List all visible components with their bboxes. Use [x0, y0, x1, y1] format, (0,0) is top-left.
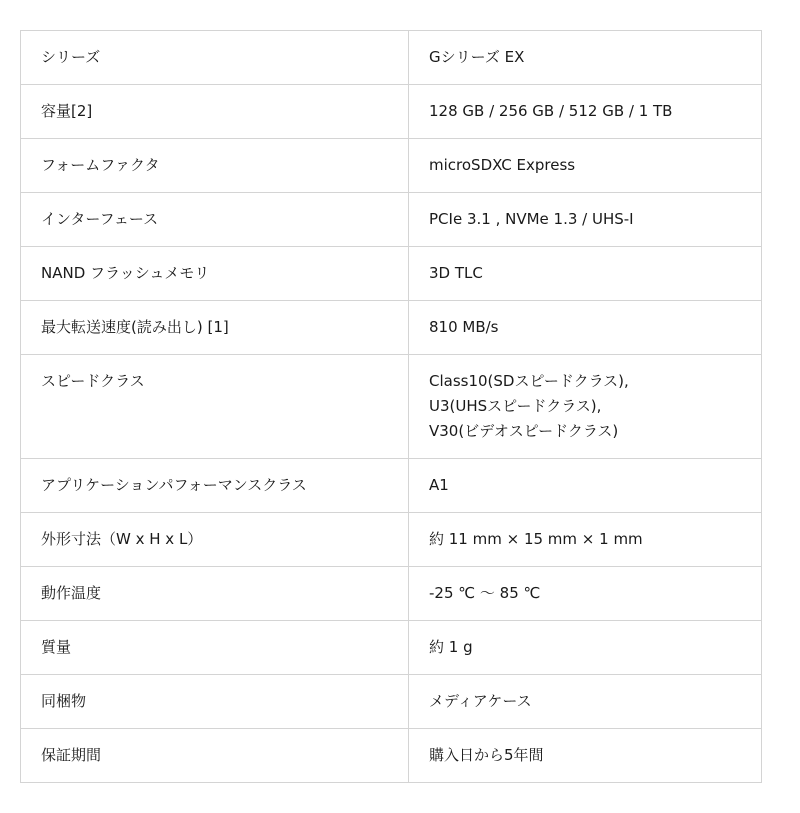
spec-value-line: 約 1 g — [429, 638, 473, 656]
spec-value — [409, 675, 762, 729]
spec-value-line: Class10(SDスピードクラス), — [429, 372, 629, 390]
spec-value-line: microSDXC Express — [429, 156, 576, 174]
spec-value-line: メディアケース — [429, 692, 532, 710]
table-row — [21, 675, 762, 729]
spec-table — [20, 30, 762, 783]
spec-label: 容量[2] — [21, 85, 409, 139]
spec-label: NAND フラッシュメモリ — [21, 247, 409, 301]
table-row — [21, 193, 762, 247]
spec-value — [409, 247, 762, 301]
spec-value-line: 3D TLC — [429, 264, 483, 282]
spec-value-line: V30(ビデオスピードクラス) — [429, 422, 619, 440]
spec-value — [409, 621, 762, 675]
spec-label: 同梱物 — [21, 675, 409, 729]
table-row — [21, 729, 762, 783]
spec-value-line: -25 ℃ ～ 85 ℃ — [429, 584, 541, 602]
spec-value — [409, 459, 762, 513]
spec-label: 保証期間 — [21, 729, 409, 783]
spec-value — [409, 85, 762, 139]
spec-label: 外形寸法（W x H x L） — [21, 513, 409, 567]
table-row — [21, 31, 762, 85]
table-row — [21, 247, 762, 301]
spec-value — [409, 139, 762, 193]
spec-label: シリーズ — [21, 31, 409, 85]
table-row — [21, 567, 762, 621]
table-row — [21, 459, 762, 513]
spec-value-line: 810 MB/s — [429, 318, 499, 336]
spec-value-line: PCIe 3.1 , NVMe 1.3 / UHS-I — [429, 210, 634, 228]
spec-value-line: 128 GB / 256 GB / 512 GB / 1 TB — [429, 102, 673, 120]
table-row — [21, 139, 762, 193]
spec-label: 動作温度 — [21, 567, 409, 621]
spec-label: 最大転送速度(読み出し) [1] — [21, 301, 409, 355]
spec-value-line: Gシリーズ EX — [429, 48, 525, 66]
table-row — [21, 301, 762, 355]
spec-label: インターフェース — [21, 193, 409, 247]
spec-label: 質量 — [21, 621, 409, 675]
table-row — [21, 85, 762, 139]
spec-label: フォームファクタ — [21, 139, 409, 193]
spec-value — [409, 355, 762, 459]
spec-value-line: U3(UHSスピードクラス), — [429, 397, 602, 415]
table-row — [21, 513, 762, 567]
spec-value-line: A1 — [429, 476, 449, 494]
spec-value — [409, 513, 762, 567]
spec-value — [409, 193, 762, 247]
table-row — [21, 355, 762, 459]
spec-value-line: 購入日から5年間 — [429, 746, 544, 764]
spec-value — [409, 567, 762, 621]
spec-value — [409, 729, 762, 783]
spec-value — [409, 31, 762, 85]
spec-label: アプリケーションパフォーマンスクラス — [21, 459, 409, 513]
table-row — [21, 621, 762, 675]
spec-label: スピードクラス — [21, 355, 409, 459]
spec-value — [409, 301, 762, 355]
spec-value-line: 約 11 mm × 15 mm × 1 mm — [429, 530, 643, 548]
